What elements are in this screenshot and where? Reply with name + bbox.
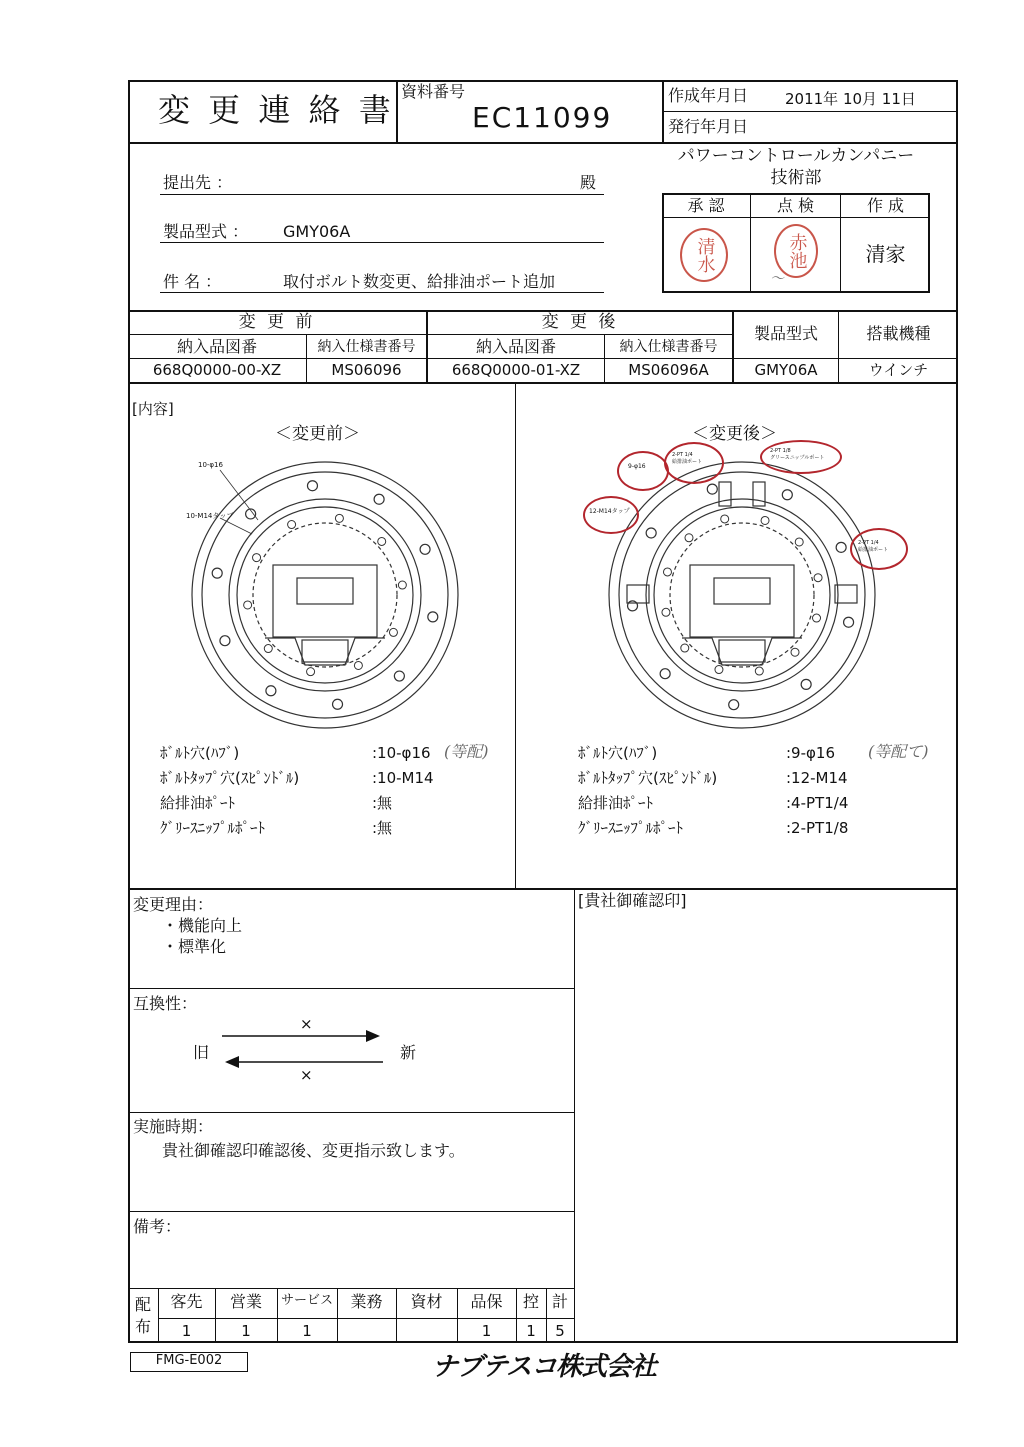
compat-old: 旧 — [193, 1043, 210, 1062]
check-header: 点 検 — [776, 196, 815, 215]
after-spec-label: ﾎﾞﾙﾄﾀｯﾌﾟ穴(ｽﾋﾟﾝﾄﾞﾙ) — [578, 769, 718, 787]
issued-date-label: 発行年月日 — [668, 117, 749, 136]
machine-header: 搭載機種 — [866, 324, 931, 343]
after-spec-label: 給排油ﾎﾟｰﾄ — [578, 794, 654, 812]
distribution-header: 営業 — [229, 1292, 262, 1311]
after-header: 変 更 後 — [541, 312, 619, 332]
recipient-suffix: 殿 — [580, 173, 597, 192]
author-name: 清家 — [865, 242, 906, 266]
after-spec-list — [578, 742, 948, 846]
before-spec-value: :10-φ16 — [372, 744, 431, 762]
after-drawing-value: 668Q0000-01-XZ — [451, 361, 581, 379]
after-spec-value: :12-M14 — [786, 769, 848, 787]
after-callout-grease: 2-PT 1/8 グリースニップルポート — [770, 448, 825, 461]
form-number: FMG-E002 — [155, 1353, 223, 1368]
callout-circle-tap — [583, 496, 639, 534]
doc-number-label: 資料番号 — [401, 82, 466, 101]
distribution-label: 配 — [134, 1295, 151, 1314]
after-spec-note: (等配て) — [868, 742, 929, 761]
after-callout-bolt: 9-φ16 — [628, 463, 646, 470]
company-logo: ナブテスコ株式会社 — [432, 1352, 656, 1382]
content-label: [内容] — [132, 400, 174, 418]
distribution-value: 5 — [555, 1322, 565, 1340]
model-value-cell: GMY06A — [754, 361, 818, 379]
after-spec-label: ﾎﾞﾙﾄ穴(ﾊﾌﾞ) — [578, 744, 658, 762]
before-spec-label: ｸﾞﾘｰｽﾆｯﾌﾟﾙﾎﾟｰﾄ — [160, 819, 266, 837]
after-spec-header: 納入仕様書番号 — [619, 339, 718, 355]
distribution-header: 品保 — [470, 1292, 503, 1311]
distribution-header: 資材 — [410, 1292, 443, 1311]
remarks-label: 備考： — [133, 1217, 182, 1236]
distribution-header: 客先 — [170, 1292, 203, 1311]
compat-label: 互換性： — [133, 994, 198, 1013]
distribution-header: 控 — [522, 1292, 539, 1311]
before-spec-value: :無 — [372, 794, 393, 812]
distribution-value: 1 — [526, 1322, 536, 1340]
reason-item: ・機能向上 — [162, 916, 243, 935]
reason-item: ・標準化 — [162, 937, 227, 956]
before-spec-value: MS06096 — [331, 361, 402, 379]
distribution-label: 布 — [134, 1317, 151, 1336]
author-header: 作 成 — [866, 196, 905, 215]
reason-label: 変更理由： — [133, 895, 214, 914]
company-department: 技術部 — [770, 168, 822, 188]
before-spec-label: 給排油ﾎﾟｰﾄ — [160, 794, 236, 812]
company-division: パワーコントロールカンパニー — [677, 146, 915, 166]
after-spec-value: :9-φ16 — [786, 744, 835, 762]
distribution-value: 1 — [181, 1322, 192, 1340]
after-drawing — [597, 450, 887, 740]
compat-new: 新 — [400, 1043, 417, 1062]
before-drawing-header: 納入品図番 — [176, 337, 257, 356]
subject-value: 取付ボルト数変更、給排油ポート追加 — [283, 272, 556, 291]
distribution-value: 1 — [241, 1322, 251, 1340]
check-signature: 〜 — [770, 271, 784, 287]
before-drawing — [180, 450, 470, 740]
before-spec-value: :無 — [372, 819, 393, 837]
machine-value-cell: ウインチ — [868, 361, 929, 379]
compat-mark-forward: × — [300, 1015, 313, 1033]
before-callout-tap: 10-M14タップ — [186, 512, 234, 520]
doc-number: EC11099 — [472, 101, 613, 134]
before-spec-label: ﾎﾞﾙﾄﾀｯﾌﾟ穴(ｽﾋﾟﾝﾄﾞﾙ) — [160, 769, 300, 787]
before-spec-value: :10-M14 — [372, 769, 434, 787]
distribution-value: 1 — [481, 1322, 492, 1340]
after-spec-value: :4-PT1/4 — [786, 794, 849, 812]
before-spec-header: 納入仕様書番号 — [317, 339, 416, 355]
before-header: 変 更 前 — [238, 312, 316, 332]
after-title: ＜変更後＞ — [692, 424, 777, 444]
after-callout-oil-2: 2-PT 1/4 給排油ポート — [858, 540, 889, 553]
distribution-header: 業務 — [350, 1292, 383, 1311]
approval-header: 承 認 — [687, 196, 725, 215]
before-spec-note: (等配) — [444, 742, 489, 761]
before-title: ＜変更前＞ — [275, 424, 360, 444]
confirm-stamp-label: [貴社御確認印] — [578, 891, 687, 910]
recipient-label: 提出先 ： — [163, 173, 233, 192]
before-callout-bolt: 10-φ16 — [198, 461, 223, 469]
approval-stamp: 清水 — [680, 228, 728, 282]
compat-arrows — [220, 1026, 385, 1072]
after-spec-value: MS06096A — [628, 361, 709, 379]
subject-label: 件 名 ： — [163, 272, 222, 291]
before-drawing-value: 668Q0000-00-XZ — [152, 361, 282, 379]
after-drawing-header: 納入品図番 — [475, 337, 556, 356]
before-spec-list — [160, 742, 510, 846]
document-title: 変 更 連 絡 書 — [158, 91, 395, 129]
before-spec-label: ﾎﾞﾙﾄ穴(ﾊﾌﾞ) — [160, 744, 240, 762]
distribution-value: 1 — [302, 1322, 312, 1340]
after-callout-tap: 12-M14タップ — [589, 508, 630, 515]
model-label: 製品型式 ： — [163, 222, 249, 241]
model-value: GMY06A — [283, 222, 351, 241]
model-header: 製品型式 — [753, 324, 818, 343]
distribution-header: 計 — [551, 1292, 568, 1311]
after-callout-oil: 2-PT 1/4 給排油ポート — [672, 452, 703, 465]
created-date-label: 作成年月日 — [668, 86, 749, 105]
timing-text: 貴社御確認印確認後、変更指示致します。 — [162, 1141, 465, 1160]
after-spec-value: :2-PT1/8 — [786, 819, 849, 837]
after-spec-label: ｸﾞﾘｰｽﾆｯﾌﾟﾙﾎﾟｰﾄ — [578, 819, 684, 837]
check-stamp: 赤池 — [774, 224, 818, 278]
timing-label: 実施時期： — [133, 1117, 214, 1136]
callout-circle-bolt — [617, 451, 669, 491]
created-date: 2011年 10月 11日 — [785, 90, 916, 108]
distribution-header: サービス — [280, 1293, 333, 1308]
compat-mark-backward: × — [300, 1066, 313, 1084]
